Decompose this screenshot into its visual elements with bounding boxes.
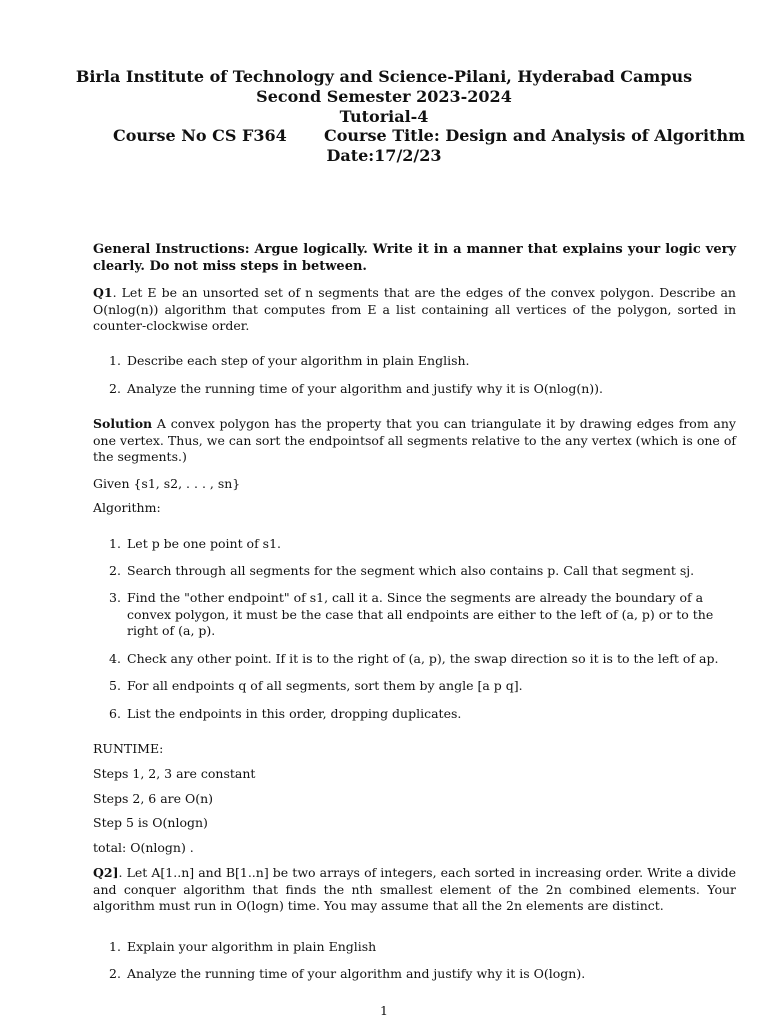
q2-question <box>93 865 736 915</box>
runtime-line-4: total: O(nlogn) . <box>93 840 194 855</box>
q1-text: . Let E be an unsorted set of n segments that are the edges of the convex polygon. Describe an O(nlog(n)) algorithm that computes from E a list containing all vertices of the polygon, sorted in counter-clockwise order. <box>93 285 736 334</box>
semester-line: Second Semester 2023-2024 <box>256 87 512 106</box>
solution-label: Solution <box>93 416 153 431</box>
step-2: 2. Search through all segments for the segment which also contains p. Call that segment sj. <box>109 563 695 578</box>
runtime-line-1: Steps 1, 2, 3 are constant <box>93 766 256 781</box>
step-4: 4. Check any other point. If it is to the right of (a, p), the swap direction so it is to the left of ap. <box>109 651 719 666</box>
solution-paragraph <box>93 416 736 466</box>
q1-item-1: 1. Describe each step of your algorithm in plain English. <box>109 353 470 368</box>
q1-question <box>93 285 736 335</box>
step-6: 6. List the endpoints in this order, dropping duplicates. <box>109 706 462 721</box>
q1-label: Q1 <box>93 285 113 300</box>
course-number: Course No CS F364 <box>113 126 287 145</box>
q2-text: . Let A[1..n] and B[1..n] be two arrays of integers, each sorted in increasing order. Write a divide and conquer algorithm that finds the nth smallest element of the 2n combined elements. Your algorithm must run in O(logn) time. You may assume that all the 2n elements are distinct. <box>93 865 736 914</box>
q2-item-2: 2. Analyze the running time of your algorithm and justify why it is O(logn). <box>109 966 586 981</box>
q2-item-1: 1. Explain your algorithm in plain English <box>109 939 377 954</box>
runtime-line-2: Steps 2, 6 are O(n) <box>93 791 214 806</box>
institute-title: Birla Institute of Technology and Science-Pilani, Hyderabad Campus <box>75 67 693 86</box>
q1-item-2: 2. Analyze the running time of your algorithm and justify why it is O(nlog(n)). <box>109 381 603 396</box>
step-5: 5. For all endpoints q of all segments, sort them by angle [a p q]. <box>109 678 523 693</box>
date-line: Date:17/2/23 <box>326 146 442 165</box>
runtime-line-3: Step 5 is O(nlogn) <box>93 815 208 830</box>
algorithm-label: Algorithm: <box>93 500 161 515</box>
course-title: Course Title: Design and Analysis of Algorithm <box>324 126 746 145</box>
general-instructions: General Instructions: Argue logically. Write it in a manner that explains your logic very clearly. Do not miss steps in between. <box>93 242 736 274</box>
step-1: 1. Let p be one point of s1. <box>109 536 282 551</box>
step-3: 3. Find the "other endpoint" of s1, call it a. Since the segments are already the boundary of a convex polygon, it must be the case that all endpoints are either to the left of (a, p) or to the right of (a, p). <box>109 590 714 639</box>
page-number: 1 <box>380 1003 388 1018</box>
runtime-label: RUNTIME: <box>93 741 164 756</box>
given-line: Given {s1, s2, . . . , sn} <box>93 476 241 491</box>
q2-label: Q2] <box>93 865 119 880</box>
tutorial-line: Tutorial-4 <box>339 107 429 126</box>
solution-text: A convex polygon has the property that you can triangulate it by drawing edges from any one vertex. Thus, we can sort the endpointsof all segments relative to the any vertex (which is one of the segments.) <box>93 416 736 465</box>
